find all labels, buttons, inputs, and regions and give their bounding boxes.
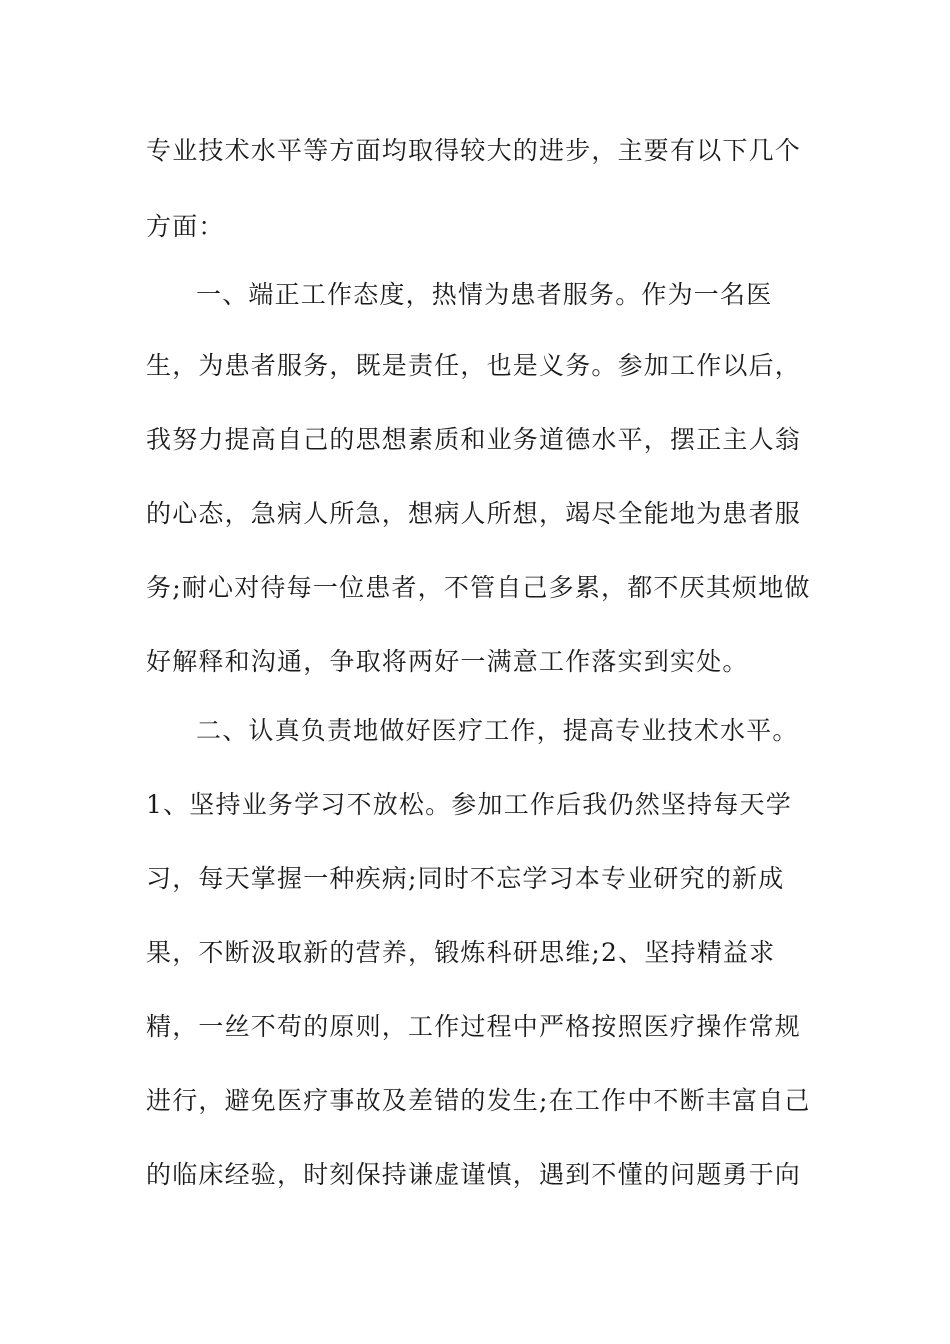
text-line: 专业技术水平等方面均取得较大的进步，主要有以下几个	[146, 136, 802, 165]
paragraph-start-line: 一、端正工作态度，热情为患者服务。作为一名医	[196, 280, 773, 309]
text-line: 生，为患者服务，既是责任，也是义务。参加工作以后，	[146, 351, 802, 380]
text-line: 习，每天掌握一种疾病;同时不忘学习本专业研究的新成	[146, 864, 785, 893]
text-line: 的心态，急病人所急，想病人所想，竭尽全能地为患者服	[146, 499, 802, 528]
text-line: 好解释和沟通，争取将两好一满意工作落实到实处。	[146, 647, 749, 676]
text-line: 精，一丝不苟的原则，工作过程中严格按照医疗操作常规	[146, 1012, 802, 1041]
text-line: 务;耐心对待每一位患者，不管自己多累，都不厌其烦地做	[146, 573, 811, 602]
paragraph-start-line: 二、认真负责地做好医疗工作，提高专业技术水平。	[196, 716, 799, 745]
text-line: 方面：	[146, 212, 225, 241]
text-line: 果，不断汲取新的营养，锻炼科研思维;2、坚持精益求	[146, 938, 776, 967]
text-line: 进行，避免医疗事故及差错的发生;在工作中不断丰富自己	[146, 1086, 811, 1115]
text-line: 的临床经验，时刻保持谦虚谨慎，遇到不懂的问题勇于向	[146, 1160, 802, 1189]
text-line: 1、坚持业务学习不放松。参加工作后我仍然坚持每天学	[146, 790, 792, 819]
text-line: 我努力提高自己的思想素质和业务道德水平，摆正主人翁	[146, 425, 802, 454]
